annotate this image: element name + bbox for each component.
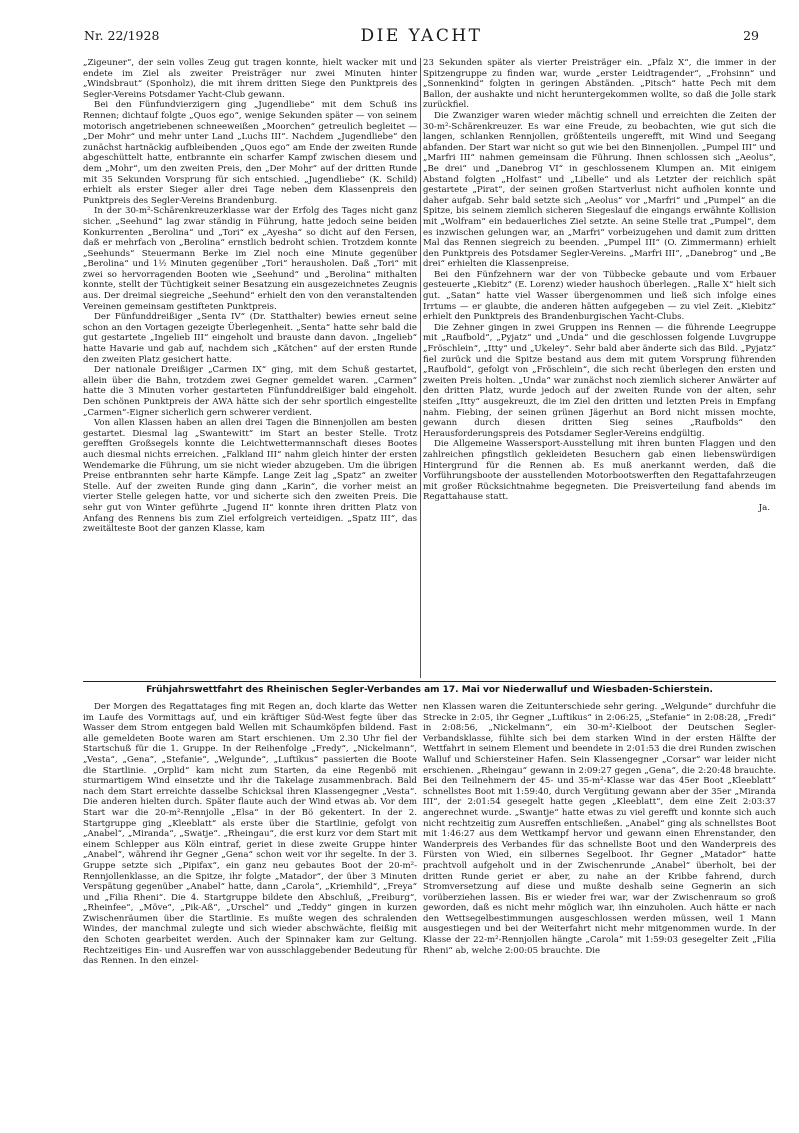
paragraph: „Zigeuner“, der sein volles Zeug gut tragen konnte, hielt wacker mit und endete im Ziel als zweiter Preisträger nur zwei Minuten hinter „Windsbraut“ (Sponholz), die mit ihrem dritten Siege den Punktpreis des Segler-Vereins Potsdamer Yacht-Club gewann. bbox=[83, 58, 417, 100]
paragraph: nen Klassen waren die Zeitunterschiede sehr gering. „Welgunde“ durchfuhr die Strecke in 2:05, ihr Gegner „Luftikus“ in 2:06:25, „Stefanie“ in 2:08:28, „Fredi“ in 2:08:56, „Nickelmann“, ein 30-m²-Kielboot der Deutschen Segler-Verbandsklasse, fühlte sich bei dem starken Wind in der ersten Hälfte der Wettfahrt in seinem Element und beendete in 2:01:53 die drei Runden zwischen Walluf und Schiersteiner Hafen. Sein Klassengegner „Corsar“ war leider nicht erschienen. „Rheingau“ gewann in 2:09:27 gegen „Gena“, die 2:20:48 brauchte. Bei den Teilnehmern der 45- und 35-m²-Klasse war das 45er Boot „Kleeblatt“ schnellstes Boot mit 1:59:40, durch Vergütung gewann aber der 35er „Miranda III“, der 2:01:54 gesegelt hatte gegen „Kleeblatt“, dem eine Zeit 2:03:37 angerechnet wurde. „Swantje“ hatte etwas zu viel gerefft und konnte sich auch nicht rechtzeitig zum Ausreffen entschließen. „Anabel“ ging als schnellstes Boot mit 1:46:27 aus dem Wettkampf hervor und gewann einen Ehrenstander, den Wanderpreis des Verbandes für das schnellste Boot und den Wanderpreis des Fürsten von Wied, ein silbernes Segelboot. Ihr Gegner „Matador“ hatte prachtvoll aufgeholt und in der Zwischenrunde „Anabel“ überholt, bei der dritten Runde geriet er aber, zu nahe an der Kribbe fahrend, durch Stromversetzung auf diese und mußte deshalb seine Gegnerin an sich vorüberziehen lassen. Bis er wieder frei war, war der Zwischenraum so groß geworden, daß es nicht mehr möglich war, ihn einzuholen. Auch hätte er nach den Wettsegelbestimmungen ausgeschlossen werden müssen, weil 1 Mann ausgestiegen und bei der Weiterfahrt nicht mehr mitgenommen wurde. In der Klasse der 22-m²-Rennjollen hängte „Carola“ mit 1:59:03 gesegelter Zeit „Filia Rheni“ ab, welche 2:00:05 brauchte. Die bbox=[423, 702, 776, 956]
column-divider bbox=[420, 58, 421, 678]
paragraph: In der 30-m²-Schärenkreuzerklasse war der Erfolg des Tages nicht ganz sicher. „Seehund“ lag zwar ständig in Führung, hatte jedoch seine beiden Konkurrenten „Berolina“ und „Tori“ ex „Ayesha“ so dicht auf den Fersen, daß er mehrfach von „Berolina“ ernstlich bedroht schien. Trotzdem konnte „Seehunds“ Steuermann Berke im Ziel noch eine Minute gegenüber „Berolina“ und 1½ Minuten gegenüber „Tori“ herausholen. Daß „Tori“ mit zwei so hervorragenden Booten wie „Seehund“ und „Berolina“ mithalten konnte, stellt der Tüchtigkeit seiner Besatzung ein ausgezeichnetes Zeugnis aus. Der dreimal siegreiche „Seehund“ erhielt den von den veranstaltenden Vereinen gemeinsam gestifteten Punktpreis. bbox=[83, 206, 417, 312]
bottom-left-column bbox=[83, 702, 417, 967]
paragraph: Die Zwanziger waren wieder mächtig schnell und erreichten die Zeiten der 30-m²-Schärenkreuzer. Es war eine Freude, zu beobachten, wie gut sich die langen, schlanken Rennjollen, größtenteils ungerefft, mit Wind und Seegang abfanden. Der Start war nicht so gut wie bei den Binnenjollen. „Pumpel III“ und „Marfri III“ nahmen gemeinsam die Führung. Ihnen schlossen sich „Aeolus“, „Be drei“ und „Danebrog VI“ in geschlossenem Klumpen an. Mit einigem Abstand folgten „Holfast“ und „Libelle“ und als Letzter der reichlich spät gestartete „Pirat“, der seinen großen Startverlust nicht aufholen konnte und daher aufgab. Sehr bald setzte sich „Aeolus“ vor „Marfri“ und „Pumpel“ an die Spitze, bis seinem ziemlich sicheren Siegeslauf die eingangs erwähnte Kollision mit „Wolfram“ ein bedauerliches Ziel setzte. An seine Stelle trat „Pumpel“, dem es inzwischen gelungen war, an „Marfri“ vorbeizugehen und damit zum dritten Mal das Rennen siegreich zu beenden. „Pumpel III“ (O. Zimmermann) erhielt den Punktpreis des Potsdamer Segler-Vereins. „Marfri III“, „Danebrog“ und „Be drei“ erhielten die Klassenpreise. bbox=[423, 110, 776, 270]
page-header bbox=[84, 28, 759, 48]
author-signature: Ja. bbox=[758, 502, 770, 513]
section-rule bbox=[83, 681, 776, 682]
paragraph: Von allen Klassen haben an allen drei Tagen die Binnenjollen am besten gestartet. Diesmal lag „Swantewitt“ im Start an bester Stelle. Trotz gerefften Großsegels konnte die Leichtwettermannschaft dieses Bootes auch diesmal nichts erreichen. „Falkland III“ nahm gleich hinter der ersten Wendemarke die Führung, um sie nicht wieder abzugeben. Um die übrigen Preise entbrannten sehr harte Kämpfe. Lange Zeit lag „Spatz“ an zweiter Stelle. Auf der zweiten Runde ging dann „Karin“, die vorher meist an vierter Stelle gelegen hatte, vor und sicherte sich den zweiten Preis. Die sehr gut von Winter geführte „Jugend II“ konnte ihren dritten Platz von Anfang des Rennens bis zum Ziel erfolgreich verteidigen. „Spatz III“, das zweitälteste Boot der ganzen Klasse, kam bbox=[83, 418, 417, 535]
paragraph: Die Zehner gingen in zwei Gruppen ins Rennen — die führende Leegruppe mit „Raufbold“, „Pyjatz“ und „Unda“ und die geschlossen folgende Luvgruppe „Fröschlein“, „Itty“ und „Ukeley“. Sehr bald aber änderte sich das Bild. „Pyjatz“ fiel zurück und die Spitze bestand aus dem mit gutem Vorsprung führenden „Raufbold“, gefolgt von „Fröschlein“, die sich recht überlegen den ersten und zweiten Preis holten. „Unda“ war zunächst noch ziemlich sicherer Anwärter auf den dritten Platz, wurde jedoch auf der zweiten Runde von der alten, sehr steifen „Itty“ ausgekreuzt, die im Ziel den dritten und letzten Preis in Empfang nahm. Fiebing, der seinen grünen Jägerhut an Bord nicht missen mochte, gewann durch diesen dritten Sieg seines „Raufbolds“ den Herausforderungspreis des Potsdamer Segler-Vereins endgültig. bbox=[423, 322, 776, 439]
paragraph: 23 Sekunden später als vierter Preisträger ein. „Pfalz X“, die immer in der Spitzengruppe zu finden war, wurde „erster Leidtragender“, „Frohsinn“ und „Sonnenkind“ folgten in geringen Abständen. „Pitsch“ hatte Pech mit dem Ballon, der aushakte und nicht heruntergekommen wollte, so daß die Jolle stark zurückfiel. bbox=[423, 58, 776, 111]
paragraph: Die Allgemeine Wassersport-Ausstellung mit ihren bunten Flaggen und den zahlreichen pfingstlich gekleideten Besuchern gab einen liebenswürdigen Hintergrund für die Rennen ab. Es muß anerkannt werden, daß die Vorführungsboote der ausstellenden Motorbootswerften den Regattafahrzeugen mit großer Rücksichtnahme begegneten. Die Preisverteilung fand abends im Regattahause statt. bbox=[423, 439, 776, 503]
paragraph: Der Morgen des Regattatages fing mit Regen an, doch klarte das Wetter im Laufe des Vormittags auf, und ein kräftiger Süd-West fegte über das Wasser dem Strom entgegen bald Wellen mit Schaumköpfen bildend. Fast alle gemeldeten Boote waren am Start erschienen. Um 2.30 Uhr fiel der Startschuß für die 1. Gruppe. In der Reihenfolge „Fredy“, „Nickelmann“, „Vesta“, „Gena“, „Stefanie“, „Welgunde“, „Luftikus“ passierten die Boote die Startlinie. „Orplid“ kam nicht zum Starten, da eine Regenbö mit sturmartigem Wind einsetzte und ihr die Takelage zusammenbrach. Bald nach dem Start erreichte dasselbe Schicksal ihren Klassengegner „Vesta“. Die anderen hielten durch. Später flaute auch der Wind etwas ab. Vor dem Start war die 20-m²-Rennjolle „Elsa“ in der Bö gekentert. In der 2. Startgruppe ging „Kleeblatt“ als erste über die Startlinie, gefolgt von „Anabel“, „Miranda“, „Swatje“. „Rheingau“, die erst kurz vor dem Start mit einem Schlepper aus Köln eintraf, geriet in diese zweite Gruppe hinter „Anabel“, während ihr Gegner „Gena“ schon weit vor ihr segelte. In der 3. Gruppe setzte sich „Pipifax“, ein ganz neu gebautes Boot der 20-m²-Rennjollenklasse, an die Spitze, ihr folgte „Matador“, der über 3 Minuten Verspätung gegenüber „Anabel“ hatte, dann „Carola“, „Kriemhild“, „Freya“ und „Filia Rheni“. Die 4. Startgruppe bildete den Abschluß, „Freiburg“, „Rheinfee“, „Möve“, „Pik-Aß“, „Urschel“ und „Teddy“ gingen in kurzen Zwischenräumen über die Startlinie. Es mußte wegen des schralenden Windes, der manchmal zulegte und sich wieder abschwächte, fleißig mit den Schoten gearbeitet werden. Auch der Spinnaker kam zur Geltung. Rechtzeitiges Ein- und Ausreffen war von ausschlaggebender Bedeutung für das Rennen. In den einzel- bbox=[83, 702, 417, 967]
paragraph: Bei den Fünfzehnern war der von Tübbecke gebaute und vom Erbauer gesteuerte „Kiebitz“ (E. Lorenz) wieder haushoch überlegen. „Ralle X“ hielt sich gut. „Satan“ hatte viel Wasser übergenommen und ließ sich infolge eines Irrtums — er glaubte, die anderen hätten aufgegeben — zu viel Zeit. „Kiebitz“ erhielt den Punktpreis des Brandenburgischen Yacht-Clubs. bbox=[423, 269, 776, 323]
bottom-right-column bbox=[423, 702, 776, 956]
page-number: 29 bbox=[743, 28, 759, 43]
article-title: Frühjahrswettfahrt des Rheinischen Segler-Verbandes am 17. Mai vor Niederwalluf und Wiesbaden-Schierstein. bbox=[146, 685, 713, 695]
paragraph: Bei den Fünfundvierzigern ging „Jugendliebe“ mit dem Schuß ins Rennen; dichtauf folgte „Quos ego“, wenige Sekunden später — von seinem motorisch angetriebenen schneeweißen „Moorchen“ getreulich begleitet — „Der Mohr“ und mehr unter Land „Luchs III“. Nachdem „Jugendliebe“ den zunächst hartnäckig aufbleibenden „Quos ego“ am Ende der zweiten Runde abgeschüttelt hatte, entbrannte ein scharfer Kampf zwischen diesem und dem „Mohr“, um den zweiten Preis, den „Der Mohr“ auf der dritten Runde mit 35 Sekunden Vorsprung für sich entschied. „Jugendliebe“ (K. Schild) erhielt als erster Sieger aller drei Tage neben dem Klassenpreis den Punktpreis des Segler-Vereins Brandenburg. bbox=[83, 100, 417, 206]
paragraph: Der Fünfunddreißiger „Senta IV“ (Dr. Statthalter) bewies erneut seine schon an den Vortagen gezeigte Überlegenheit. „Senta“ hatte sehr bald die gut gestartete „Ingelieb III“ eingeholt und brauste dann davon. „Ingelieb“ hatte Havarie und gab auf, nachdem sich „Kätchen“ auf der ersten Runde den zweiten Platz gesichert hatte. bbox=[83, 312, 417, 365]
paragraph: Der nationale Dreißiger „Carmen IX“ ging, mit dem Schuß gestartet, allein über die Bahn, trotzdem zwei Gegner gemeldet waren. „Carmen“ hatte die 3 Minuten vorher gestarteten Fünfunddreißiger bald eingeholt. Den schönen Punktpreis der AWA hätte sich der sehr sportlich eingestellte „Carmen“-Eigner sicherlich gern schwerer verdient. bbox=[83, 365, 417, 418]
magazine-title: DIE YACHT bbox=[360, 26, 483, 46]
issue-number: Nr. 22/1928 bbox=[84, 28, 160, 43]
top-left-column bbox=[83, 58, 417, 535]
top-right-column bbox=[423, 58, 776, 514]
